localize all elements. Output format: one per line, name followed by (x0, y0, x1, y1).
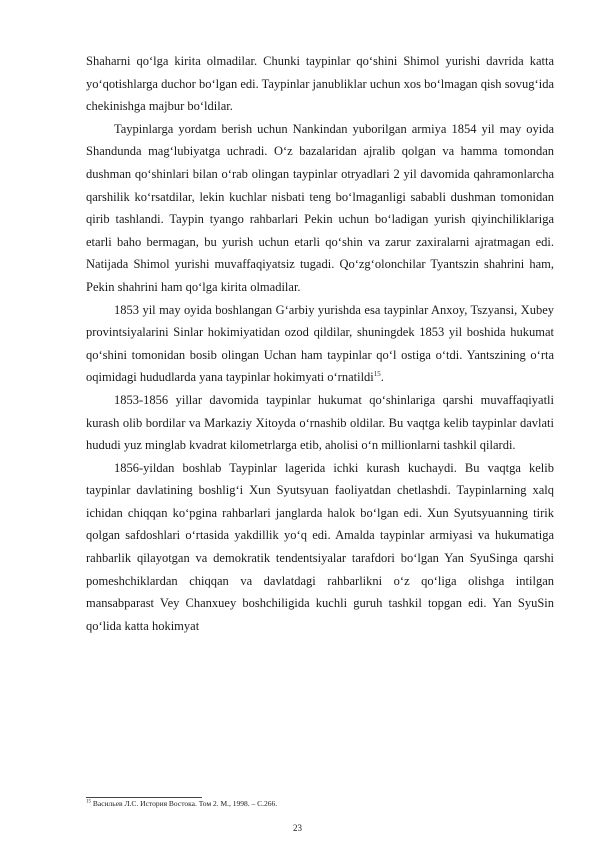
paragraph-text: 1853 yil may oyida boshlangan Gʻarbiy yurishda esa taypinlar Anxoy, Tszyansi, Xubey provintsiyalarini Sinlar hokimiyatidan ozod qildilar, shuningdek 1853 yil boshida hukumat qoʻshini tomonidan bosib olingan Uchan ham taypinlar qoʻl ostiga oʻtdi. Yantszining oʻrta oqimidagi hududlarda yana taypinlar hokimyati oʻrnatildi (86, 302, 554, 385)
paragraph (86, 299, 554, 389)
footnote-marker: 15 (86, 799, 91, 805)
footnote-reference[interactable]: 15 (373, 370, 381, 379)
page-number: 23 (293, 823, 302, 833)
document-body (86, 50, 554, 637)
paragraph: Shaharni qoʻlga kirita olmadilar. Chunki taypinlar qoʻshini Shimol yurishi davrida katta yoʻqotishlarga duchor boʻlgan edi. Taypinlar janubliklar uchun xos boʻlmagan qish sovugʻida chekinishga majbur boʻldilar. (86, 54, 554, 114)
paragraph: 1856-yildan boshlab Taypinlar lagerida ichki kurash kuchaydi. Bu vaqtga kelib taypinlar davlatining boshligʻi Xun Syutsyuan faoliyatdan chetlashdi. Taypinlarning xalq ichidan chiqqan koʻpgina rahbarlari janglarda halok boʻlgan edi. Xun Syutsyuanning tirik qolgan safdoshlari oʻrtasida yakdillik yoʻq edi. Amalda taypinlar armiyasi va hukumatiga rahbarlik qilayotgan va demokratik tendentsiyalar tarafdori boʻlgan Yan SyuSinga qarshi pomeshchiklardan chiqqan va davlatdagi rahbarlikni oʻz qoʻliga olishga intilgan mansabparast Vey Chanxuey boshchiligida kuchli guruh tashkil topgan edi. Yan SyuSin qoʻlida katta hokimyat (86, 460, 554, 633)
paragraph: Taypinlarga yordam berish uchun Nankindan yuborilgan armiya 1854 yil may oyida Shandunda magʻlubiyatga uchradi. Oʻz bazalaridan ajralib qolgan va hamma tomondan dushman qoʻshinlari bilan oʻrab olingan taypinlar otryadlari 2 yil davomida qahramonlarcha qarshilik koʻrsatdilar, lekin kuchlar nisbati teng boʻlmaganligi sababli dushman tomonidan qirib tashlandi. Taypin tyango rahbarlari Pekin uchun boʻladigan yurish qiyinchiliklariga etarli baho bermagan, bu yurish uchun etarli qoʻshin va zarur zaxiralarni ajratmagan edi. Natijada Shimol yurishi muvaffaqiyatsiz tugadi. Qoʻzgʻolonchilar Tyantszin shahrini ham, Pekin shahrini ham qoʻlga kirita olmadilar. (86, 121, 554, 294)
footnote-divider (86, 797, 202, 798)
footnote-text: Васильев Л.С. История Востока. Том 2. М., 1998. – С.266. (91, 799, 278, 808)
paragraph: 1853-1856 yillar davomida taypinlar hukumat qoʻshinlariga qarshi muvaffaqiyatli kurash olib bordilar va Markaziy Xitoyda oʻrnashib oldilar. Bu vaqtga kelib taypinlar davlati hududi yuz minglab kvadrat kilometrlarga etib, aholisi oʻn millionlarni tashkil qilardi. (86, 392, 554, 453)
footnote (86, 799, 277, 808)
paragraph-tail: . (380, 370, 384, 385)
